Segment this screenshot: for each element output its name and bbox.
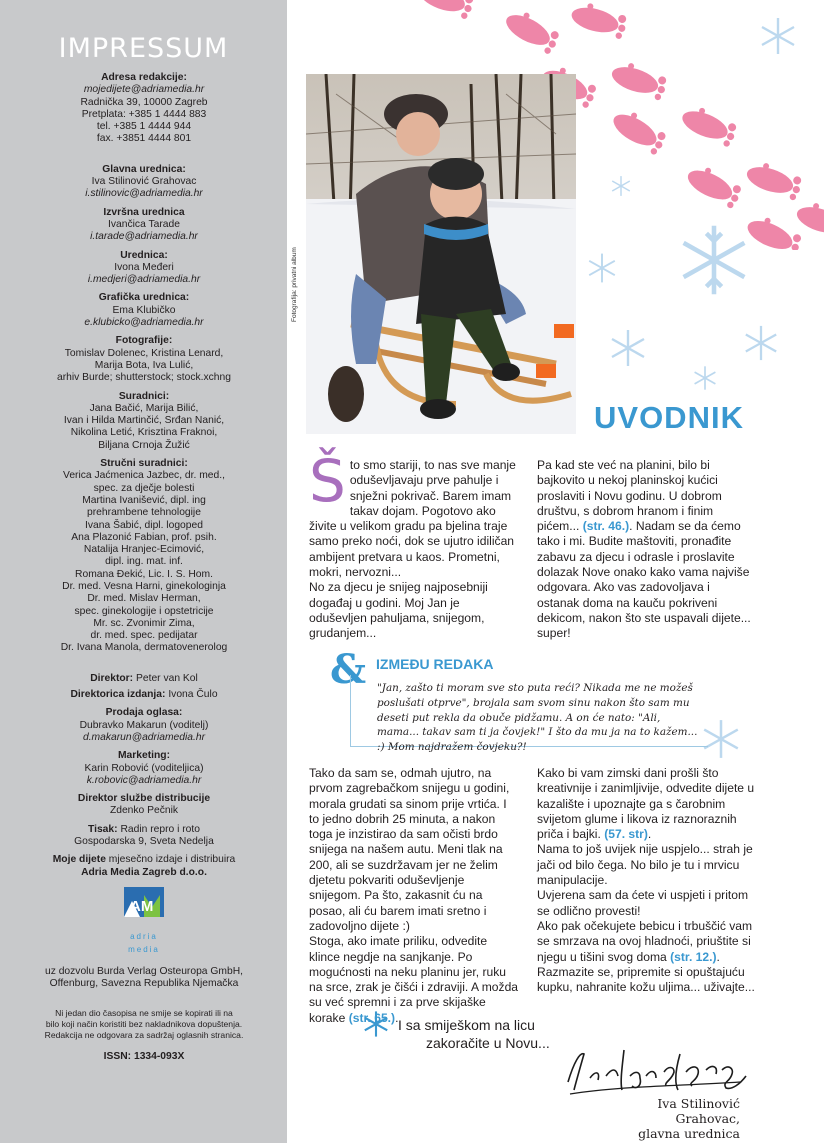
print-address: Gospodarska 9, Sveta Nedelja [74, 836, 214, 848]
chief-email[interactable]: i.stilinovic@adriamedia.hr [85, 188, 203, 200]
fine-line: Redakcija ne odgovara za sadržaj oglasnih stranica. [44, 1030, 244, 1041]
logo-letters: AM [130, 897, 154, 915]
marketing-name: Karin Robović (voditeljica) [84, 762, 204, 774]
marketing-group [8, 750, 280, 787]
fine-line: Ni jedan dio časopisa ne smije se kopirati ili na [55, 1008, 233, 1019]
snowflake-icon [676, 222, 752, 298]
expert-line: Dr. med. Vesna Harni, ginekologinja [62, 580, 226, 592]
punctuation: . [716, 949, 720, 964]
adria-media-logo [114, 887, 174, 956]
paragraph: to smo stariji, to nas sve manje oduševljavaju prve pahulje i snježni pokrivač. Barem imam takav dojam. Pogotovo ako živite u velikom gradu pa bjelina traje samo preko noći, dok se ujutro idiličan ambijent pretvara u kaos. Prometni, mokri, nervozni... [309, 458, 516, 580]
expert-line: Ivana Šabić, dipl. logoped [85, 519, 203, 531]
exec-name: Ivančica Tarade [108, 218, 180, 230]
snowflake-icon [758, 16, 798, 56]
exec-heading: Izvršna urednica [103, 206, 185, 218]
graphic-email[interactable]: e.klubicko@adriamedia.hr [84, 317, 204, 329]
graphic-heading: Grafička urednica: [98, 292, 190, 304]
photos-line: arhiv Burde; shutterstock; stock.xchng [57, 372, 231, 384]
editor-group [8, 250, 280, 287]
editor-name: Ivona Međeri [114, 261, 174, 273]
expert-line: Mr. sc. Zvonimir Zima, [93, 617, 195, 629]
expert-line: Dr. Ivana Manola, dermatovenerolog [60, 642, 228, 654]
ads-name: Dubravko Makarun (voditelj) [79, 719, 209, 731]
graphic-name: Ema Klubičko [112, 304, 176, 316]
page-reference[interactable]: (str. 65.) [348, 1010, 396, 1025]
editor-role: glavna urednica [638, 1126, 740, 1141]
snowflake-icon [608, 328, 648, 368]
published-by [8, 854, 280, 879]
page-reference[interactable]: (57. str) [604, 827, 648, 842]
logo-text: adria media [128, 932, 160, 954]
print-value: Radin repro i roto [120, 823, 200, 835]
print-group [8, 824, 280, 849]
expert-line: Natalija Hranjec-Ecimović, [83, 544, 205, 556]
snowflake-icon [742, 324, 780, 362]
print-heading: Tisak: [87, 823, 118, 835]
director-line [8, 673, 280, 685]
marketing-heading: Marketing: [117, 750, 171, 762]
published-text: mjesečno izdaje i distribuira [105, 854, 236, 866]
photos-line: Marija Bota, Iva Lulić, [94, 359, 194, 371]
page-reference[interactable]: (str. 46.) [582, 519, 630, 534]
photos-heading: Fotografije: [115, 335, 173, 347]
chief-heading: Glavna urednica: [102, 163, 186, 175]
issn: ISSN: 1334-093X [103, 1051, 185, 1063]
contrib-line: Ivan i Hilda Martinčić, Srđan Nanić, [63, 415, 225, 427]
fine-line: bilo koji način koristiti bez nakladnikova dopuštenja. [45, 1019, 243, 1030]
editor-email[interactable]: i.medjeri@adriamedia.hr [87, 274, 201, 286]
subscription-phone: Pretplata: +385 1 4444 883 [81, 108, 207, 120]
marketing-email[interactable]: k.robovic@adriamedia.hr [86, 774, 202, 786]
license-group [8, 966, 280, 991]
distribution-heading: Direktor službe distribucije [77, 793, 211, 805]
address-line: Radnička 39, 10000 Zagreb [80, 96, 208, 108]
expert-line: prehrambene tehnologije [87, 507, 201, 519]
email-link[interactable]: mojedijete@adriamedia.hr [83, 84, 205, 96]
experts-heading: Stručni suradnici: [100, 458, 188, 470]
paragraph: Nama to još uvijek nije uspjelo... strah je jači od bilo čega. No bilo je tu i mrvicu manipulacije. [537, 842, 753, 888]
phone: tel. +385 1 4444 944 [96, 121, 192, 133]
paragraph: Uvjerena sam da ćete vi uspjeti i pritom se odlično provesti! [537, 888, 749, 918]
article-column-2 [537, 458, 755, 642]
distribution-group [8, 793, 280, 818]
paragraph: Ako pak očekujete bebicu i trbuščić vam se smrzava na ovoj hladnoći, priuštite si njegu u tišini svog doma [537, 918, 753, 964]
paragraph: No za djecu je snijeg najposebniji događaj u godini. Moj Jan je oduševljen pahuljama, snijegom, grudanjem... [309, 580, 488, 641]
expert-line: spec. ginekologije i opstetricije [74, 605, 214, 617]
snowflake-icon [586, 252, 618, 284]
chief-name: Iva Stilinović Grahovac [91, 176, 197, 188]
closing-line-1: I sa smiješkom na licu [398, 1017, 535, 1033]
photo-credit: Fotografija: privatni album [291, 247, 298, 322]
publisher-company: Adria Media Zagreb d.o.o. [81, 866, 207, 878]
exec-email[interactable]: i.tarade@adriamedia.hr [90, 231, 198, 243]
impressum-body [8, 72, 280, 1064]
license-line: Offenburg, Savezna Republika Njemačka [49, 978, 239, 990]
page-title: UVODNIK [594, 400, 744, 435]
director-name: Peter van Kol [135, 672, 198, 684]
paragraph: Kako bi vam zimski dani prošli što kreativnije i zanimljivije, odvedite dijete u kazalište i upoznajte ga s čarobnim svijetom glume i likova iz raznoraznih priča i bajki. [537, 766, 755, 842]
paragraph: Razmazite se, pripremite si opuštajuću kupku, nahranite kožu uljima... uživajte... [537, 964, 755, 995]
handwritten-signature [560, 1042, 750, 1097]
paragraph: Pa kad ste već na planini, bilo bi bajkovito u nekoj planinskoj kućici proslaviti i Novu godinu. U dobrom društvu, s dobrom hranom i finim pićem... [537, 458, 722, 534]
fax: fax. +3851 4444 801 [96, 133, 192, 145]
distribution-name: Zdenko Pečnik [109, 805, 179, 817]
expert-line: Ana Plazonić Fabian, prof. psih. [71, 531, 217, 543]
expert-line: spec. za dječje bolesti [93, 482, 195, 494]
article-column-1 [309, 447, 519, 642]
ads-email[interactable]: d.makarun@adriamedia.hr [82, 731, 206, 743]
punctuation: . [395, 1010, 399, 1025]
expert-line: Romana Đekić, Lic. I. S. Hom. [75, 568, 213, 580]
snowflake-icon [692, 365, 718, 391]
closing-line-2: zakoračite u Novu... [426, 1035, 550, 1051]
paragraph: . Nadam se da ćemo tako i mi. Budite maštoviti, pronađite zabavu za djecu i odrasle i proslavite dolazak Nove onako kako vama najviše odgovara. Ako vas zadovoljava i ostanak doma na kauču pokriveni dekicom, nakon što ste uspavali dijete... super! [537, 519, 751, 641]
between-lines-heading: IZMEĐU REDAKA [376, 656, 494, 672]
chief-editor-group [8, 164, 280, 201]
contrib-line: Jana Bačić, Marija Bilić, [89, 402, 199, 414]
article-column-3 [309, 766, 519, 1026]
address-heading: Adresa redakcije: [101, 72, 187, 83]
drop-cap: Š [309, 447, 346, 515]
impressum-title: IMPRESSUM [58, 33, 229, 64]
snowflake-icon [610, 175, 632, 197]
closing-line [398, 1016, 550, 1052]
graphic-editor-group [8, 292, 280, 329]
experts-group [8, 458, 280, 655]
impressum-sidebar [0, 0, 287, 1143]
photos-group [8, 335, 280, 384]
expert-line: Verica Jaćmenica Jazbec, dr. med., [63, 470, 225, 482]
publisher-line [8, 689, 280, 701]
publisher-name: Ivona Čulo [168, 689, 218, 701]
mother-child-sled-photo [306, 74, 576, 434]
expert-line: Martina Ivanišević, dipl. ing [82, 494, 206, 506]
director-heading: Direktor: [90, 672, 134, 684]
punctuation: . [647, 827, 652, 842]
editor-name: Iva Stilinović Grahovac, [657, 1096, 740, 1126]
magazine-name: Moje dijete [52, 854, 106, 866]
paragraph: Stoga, ako imate priliku, odvedite klince negdje na sanjkanje. Po mogućnosti na neku planinu jer, ruku na srce, zrak je čišći i zdraviji. A možda su već spremni i za prve skijaške korake [309, 934, 519, 1025]
license-line: uz dozvolu Burda Verlag Osteuropa GmbH, [44, 965, 244, 977]
article-column-4 [537, 766, 755, 995]
contributors-group [8, 391, 280, 452]
logo-mark [114, 887, 174, 927]
paragraph: Tako da sam se, odmah ujutro, na prvom zagrebačkom snijegu u godini, morala grudati sa sinom prije vrtića. I to jedno dobrih 25 minuta, a nakon toga je inzistirao da sam očisti brdo snijega na našem autu. Meni tlak na 200, ali se suzdržavam jer ne želim djetetu pokvariti oduševljenje snijegom. Pa što, zakasnit ću na posao, ali ću barem imati sretno i zadovoljno dijete :) [309, 766, 510, 933]
expert-line: dipl. ing. mat. inf. [105, 556, 183, 568]
editor-heading: Urednica: [120, 249, 168, 261]
signature-name [610, 1096, 740, 1141]
expert-line: dr. med. spec. pedijatar [90, 630, 198, 642]
ampersand-icon: & [330, 646, 367, 693]
exec-editor-group [8, 207, 280, 244]
contrib-line: Nikolina Letić, Krisztina Fraknoi, [70, 427, 218, 439]
expert-line: Dr. med. Mislav Herman, [87, 593, 201, 605]
ads-group [8, 707, 280, 744]
contrib-heading: Suradnici: [118, 390, 170, 402]
copyright-notice [8, 1008, 280, 1041]
photos-line: Tomislav Dolenec, Kristina Lenard, [64, 347, 224, 359]
between-lines-quote: "Jan, zašto ti moram sve sto puta reći? Nikada me ne možeš poslušati otprve", brojala sam svom sinu nakon što sam mu deseti put rekla da obuče pidžamu. A on će nato: "Ali, mama... takav sam ti ja čovjek!" I što da mu ja na to kažem... :) Mom najdražem čovjeku?! [350, 675, 708, 747]
address-group [8, 72, 280, 146]
ads-heading: Prodaja oglasa: [105, 707, 183, 719]
page-reference[interactable]: (str. 12.) [670, 949, 717, 964]
publisher-heading: Direktorica izdanja: [70, 689, 166, 701]
contrib-line: Biljana Crnoja Žužić [98, 439, 190, 451]
